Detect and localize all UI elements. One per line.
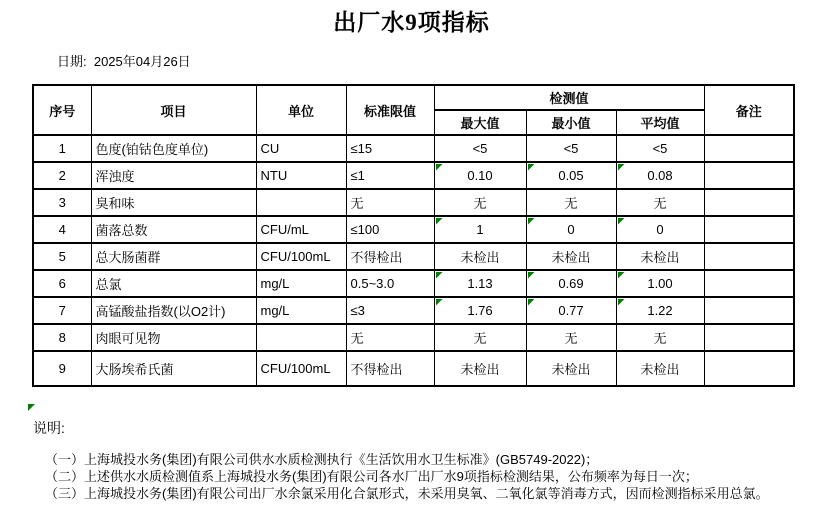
- cell-unit: [256, 189, 346, 216]
- note-line-1: （一）上海城投水务(集团)有限公司供水水质检测执行《生活饮用水卫生标准》(GB5749-2022)；: [45, 452, 599, 467]
- cell-remark: [704, 270, 794, 297]
- cell-remark: [704, 324, 794, 351]
- cell-max: 无: [434, 189, 526, 216]
- cell-min: 0.77: [526, 297, 616, 324]
- note-line-3: （三）上海城投水务(集团)有限公司出厂水余氯采用化合氯形式，未采用臭氧、二氧化氯等消毒方式，因而检测指标采用总氯。: [45, 486, 769, 501]
- cell-unit: mg/L: [256, 270, 346, 297]
- cell-limit: 无: [346, 324, 434, 351]
- cell-limit: 无: [346, 189, 434, 216]
- green-corner-marker: [618, 164, 625, 171]
- cell-max: 1.76: [434, 297, 526, 324]
- cell-remark: [704, 297, 794, 324]
- cell-avg: 0: [616, 216, 704, 243]
- green-corner-marker: [528, 164, 535, 171]
- cell-no: 1: [33, 135, 91, 162]
- cell-unit: CFU/100mL: [256, 351, 346, 386]
- cell-no: 5: [33, 243, 91, 270]
- cell-avg: 无: [616, 189, 704, 216]
- page-title: 出厂水9项指标: [333, 10, 490, 35]
- cell-min: 未检出: [526, 243, 616, 270]
- green-corner-marker: [28, 404, 35, 411]
- cell-no: 4: [33, 216, 91, 243]
- cell-avg: <5: [616, 135, 704, 162]
- cell-item: 肉眼可见物: [91, 324, 256, 351]
- cell-max: 未检出: [434, 243, 526, 270]
- cell-no: 9: [33, 351, 91, 386]
- header-max: 最大值: [434, 110, 526, 135]
- cell-item: 大肠埃希氏菌: [91, 351, 256, 386]
- cell-min: 无: [526, 324, 616, 351]
- green-corner-marker: [528, 218, 535, 225]
- cell-remark: [704, 243, 794, 270]
- green-corner-marker: [618, 218, 625, 225]
- green-corner-marker: [436, 299, 443, 306]
- header-min: 最小值: [526, 110, 616, 135]
- table-row: [33, 243, 794, 270]
- cell-remark: [704, 216, 794, 243]
- cell-avg: 未检出: [616, 243, 704, 270]
- note-line-2: （二）上述供水水质检测值系上海城投水务(集团)有限公司各水厂出厂水9项指标检测结果，公布频率为每日一次；: [45, 469, 698, 484]
- cell-remark: [704, 162, 794, 189]
- cell-item: 总氯: [91, 270, 256, 297]
- table-row: [33, 297, 794, 324]
- green-corner-marker: [436, 218, 443, 225]
- cell-avg: 1.22: [616, 297, 704, 324]
- cell-min: 0: [526, 216, 616, 243]
- cell-item: 总大肠菌群: [91, 243, 256, 270]
- cell-unit: CFU/100mL: [256, 243, 346, 270]
- cell-min: 0.69: [526, 270, 616, 297]
- cell-no: 8: [33, 324, 91, 351]
- table-row: [33, 270, 794, 297]
- header-item: 项目: [91, 85, 256, 135]
- cell-min: <5: [526, 135, 616, 162]
- header-limit: 标准限值: [346, 85, 434, 135]
- cell-max: 1.13: [434, 270, 526, 297]
- cell-avg: 未检出: [616, 351, 704, 386]
- cell-max: <5: [434, 135, 526, 162]
- cell-limit: ≤15: [346, 135, 434, 162]
- cell-item: 菌落总数: [91, 216, 256, 243]
- green-corner-marker: [436, 164, 443, 171]
- cell-limit: ≤100: [346, 216, 434, 243]
- cell-max: 1: [434, 216, 526, 243]
- notes-heading: 说明:: [33, 420, 65, 436]
- table-row: [33, 162, 794, 189]
- cell-limit: 不得检出: [346, 243, 434, 270]
- table-row: [33, 324, 794, 351]
- header-detection: 检测值: [434, 85, 704, 110]
- cell-min: 无: [526, 189, 616, 216]
- header-avg: 平均值: [616, 110, 704, 135]
- header-row-1: [33, 85, 794, 110]
- cell-item: 色度(铂钴色度单位): [91, 135, 256, 162]
- report-date: 日期: 2025年04月26日: [57, 54, 191, 69]
- cell-no: 7: [33, 297, 91, 324]
- cell-max: 未检出: [434, 351, 526, 386]
- cell-remark: [704, 135, 794, 162]
- green-corner-marker: [528, 272, 535, 279]
- cell-unit: CU: [256, 135, 346, 162]
- cell-limit: 不得检出: [346, 351, 434, 386]
- cell-remark: [704, 189, 794, 216]
- table-row: [33, 135, 794, 162]
- water-quality-table: [32, 84, 795, 387]
- cell-max: 无: [434, 324, 526, 351]
- cell-unit: CFU/mL: [256, 216, 346, 243]
- cell-item: 浑浊度: [91, 162, 256, 189]
- cell-unit: mg/L: [256, 297, 346, 324]
- notes-block: [45, 451, 769, 502]
- green-corner-marker: [528, 299, 535, 306]
- cell-max: 0.10: [434, 162, 526, 189]
- header-no: 序号: [33, 85, 91, 135]
- table-row: [33, 351, 794, 386]
- cell-limit: ≤1: [346, 162, 434, 189]
- cell-unit: [256, 324, 346, 351]
- cell-min: 0.05: [526, 162, 616, 189]
- header-remark: 备注: [704, 85, 794, 135]
- table-row: [33, 189, 794, 216]
- green-corner-marker: [436, 272, 443, 279]
- table-row: [33, 216, 794, 243]
- cell-limit: 0.5~3.0: [346, 270, 434, 297]
- header-unit: 单位: [256, 85, 346, 135]
- cell-min: 未检出: [526, 351, 616, 386]
- cell-avg: 无: [616, 324, 704, 351]
- cell-limit: ≤3: [346, 297, 434, 324]
- green-corner-marker: [618, 272, 625, 279]
- cell-avg: 0.08: [616, 162, 704, 189]
- cell-remark: [704, 351, 794, 386]
- cell-no: 6: [33, 270, 91, 297]
- cell-item: 臭和味: [91, 189, 256, 216]
- cell-no: 2: [33, 162, 91, 189]
- cell-unit: NTU: [256, 162, 346, 189]
- cell-no: 3: [33, 189, 91, 216]
- green-corner-marker: [618, 299, 625, 306]
- cell-avg: 1.00: [616, 270, 704, 297]
- cell-item: 高锰酸盐指数(以O2计): [91, 297, 256, 324]
